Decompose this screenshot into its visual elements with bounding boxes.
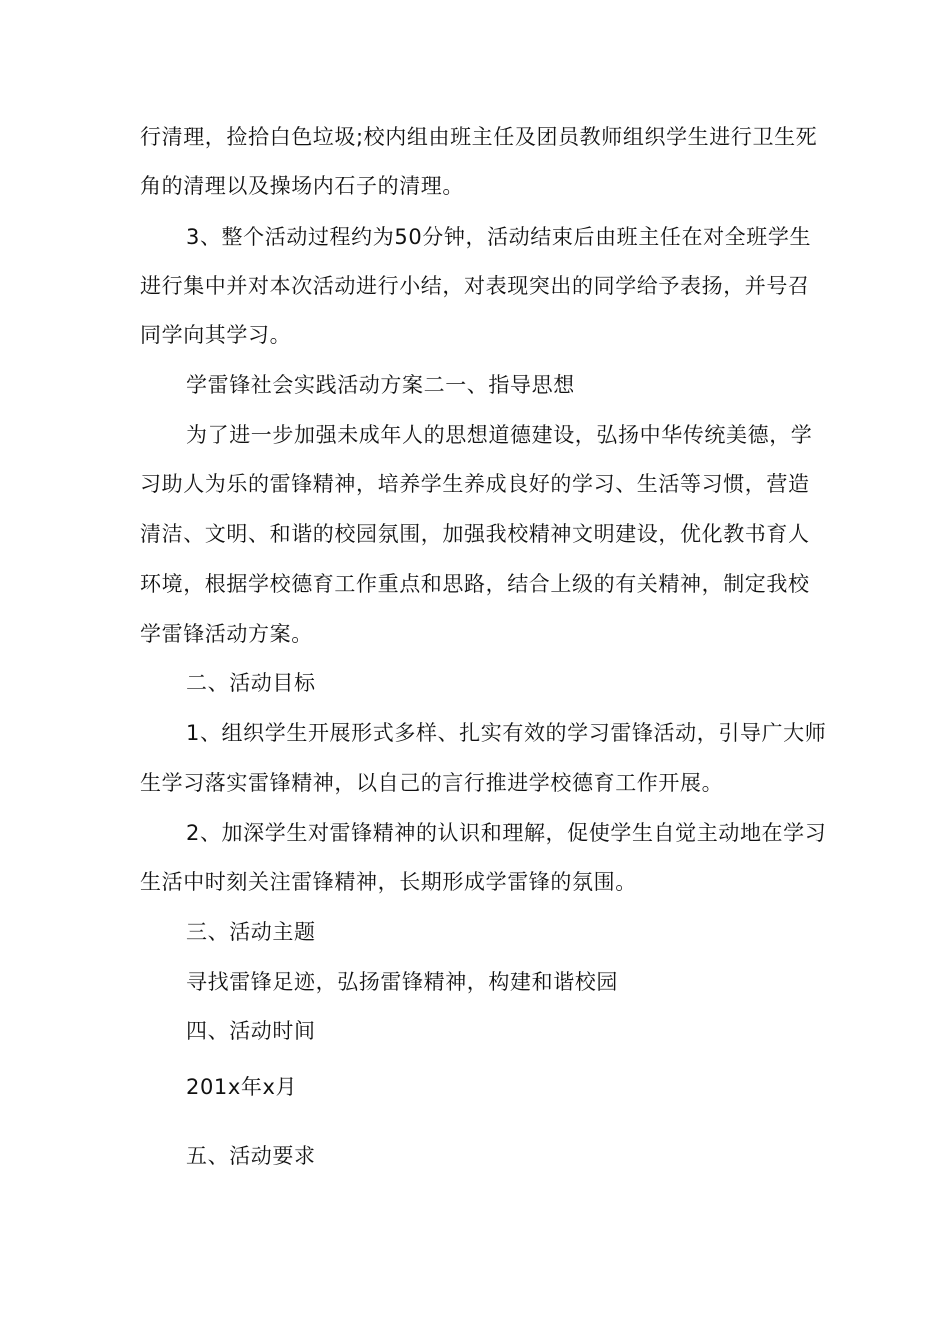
text-line: 进行集中并对本次活动进行小结，对表现突出的同学给予表扬，并号召: [140, 274, 810, 298]
text-line: 3、整个活动过程约为50分钟，活动结束后由班主任在对全班学生: [186, 225, 812, 249]
text-line: 行清理，捡拾白色垃圾;校内组由班主任及团员教师组织学生进行卫生死: [140, 125, 818, 149]
text-line: 角的清理以及操场内石子的清理。: [140, 174, 464, 198]
text-line: 学雷锋活动方案。: [140, 622, 313, 646]
section-heading: 三、活动主题: [186, 920, 316, 944]
text-line: 生活中时刻关注雷锋精神，长期形成学雷锋的氛围。: [140, 870, 637, 894]
text-line: 习助人为乐的雷锋精神，培养学生养成良好的学习、生活等习惯，营造: [140, 472, 810, 496]
text-line: 1、组织学生开展形式多样、扎实有效的学习雷锋活动，引导广大师: [186, 721, 827, 745]
text-line: 清洁、文明、和谐的校园氛围，加强我校精神文明建设，优化教书育人: [140, 522, 810, 546]
section-heading: 学雷锋社会实践活动方案二一、指导思想: [186, 373, 575, 397]
section-heading: 四、活动时间: [186, 1019, 316, 1043]
section-heading: 二、活动目标: [186, 671, 316, 695]
text-line: 2、加深学生对雷锋精神的认识和理解，促使学生自觉主动地在学习: [186, 821, 827, 845]
text-line: 环境，根据学校德育工作重点和思路，结合上级的有关精神，制定我校: [140, 572, 810, 596]
text-line: 寻找雷锋足迹，弘扬雷锋精神，构建和谐校园: [186, 970, 618, 994]
text-line: 同学向其学习。: [140, 323, 292, 347]
text-line: 为了进一步加强未成年人的思想道德建设，弘扬中华传统美德，学: [186, 423, 813, 447]
text-line: 生学习落实雷锋精神，以自己的言行推进学校德育工作开展。: [140, 771, 724, 795]
text-line: 201x年x月: [186, 1075, 298, 1099]
section-heading: 五、活动要求: [186, 1144, 316, 1168]
